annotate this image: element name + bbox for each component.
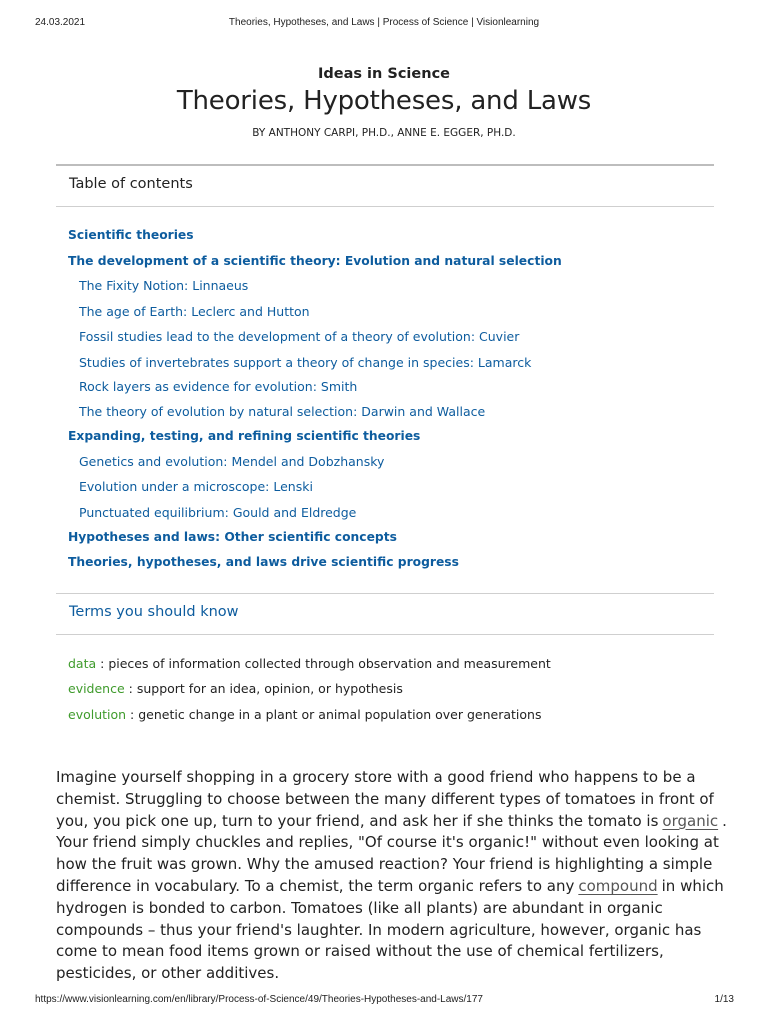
glossary-link-compound[interactable]: compound	[578, 876, 658, 895]
body-line	[56, 811, 727, 833]
body-line: how the fruit was grown. Why the amused reaction? Your friend is highlighting a simple	[56, 855, 713, 874]
print-header	[0, 17, 768, 31]
page-number: 1/13	[714, 994, 734, 1005]
print-url: https://www.visionlearning.com/en/library/Process-of-Science/49/Theories-Hypotheses-and-Laws/177	[35, 994, 483, 1005]
term-definition: : pieces of information collected through observation and measurement	[96, 656, 551, 671]
term-definition: : genetic change in a plant or animal population over generations	[126, 707, 542, 722]
body-text-segment: in which	[661, 876, 724, 895]
toc-item-fixity-notion[interactable]: The Fixity Notion: Linnaeus	[79, 278, 249, 293]
body-line: chemist. Struggling to choose between the many different types of tomatoes in front of	[56, 789, 714, 808]
print-footer	[0, 994, 768, 1008]
article-kicker: Ideas in Science	[317, 66, 450, 82]
terms-heading-divider	[56, 634, 714, 635]
terms-heading: Terms you should know	[69, 604, 239, 620]
toc-heading: Table of contents	[69, 176, 193, 192]
toc-item-scientific-theories[interactable]: Scientific theories	[68, 228, 194, 242]
body-line: hydrogen is bonded to carbon. Tomatoes (like all plants) are abundant in organic	[56, 898, 663, 917]
body-line: Your friend simply chuckles and replies, "Of course it's organic!" without even looking at	[56, 833, 719, 852]
body-line: Imagine yourself shopping in a grocery store with a good friend who happens to be a	[56, 768, 696, 786]
glossary-link-organic[interactable]: organic	[662, 811, 719, 830]
toc-item-punctuated-equilibrium[interactable]: Punctuated equilibrium: Gould and Eldredge	[79, 505, 357, 520]
page-title: Theories, Hypotheses, and Laws	[176, 86, 592, 116]
body-text-segment: .	[722, 811, 727, 830]
terms-top-divider	[56, 593, 714, 594]
body-line: pesticides, or other additives.	[56, 964, 280, 983]
term-evidence[interactable]: evidence	[68, 681, 125, 696]
body-line: come to mean food items grown or raised without the use of chemical fertilizers,	[56, 942, 664, 961]
toc-item-hypotheses-laws[interactable]: Hypotheses and laws: Other scientific concepts	[68, 530, 397, 544]
toc-item-age-of-earth[interactable]: The age of Earth: Leclerc and Hutton	[79, 304, 310, 319]
toc-item-genetics-evolution[interactable]: Genetics and evolution: Mendel and Dobzhansky	[79, 454, 385, 469]
toc-item-natural-selection[interactable]: The theory of evolution by natural selection: Darwin and Wallace	[79, 404, 486, 419]
toc-top-divider	[56, 164, 714, 166]
term-evolution[interactable]: evolution	[68, 707, 127, 722]
print-date: 24.03.2021	[35, 17, 86, 28]
print-document-title: Theories, Hypotheses, and Laws | Process of Science | Visionlearning	[228, 17, 540, 28]
body-line: compounds – thus your friend's laughter. In modern agriculture, however, organic has	[56, 920, 702, 939]
body-text-segment: difference in vocabulary. To a chemist, the term organic refers to any	[56, 876, 575, 895]
article-byline: BY ANTHONY CARPI, PH.D., ANNE E. EGGER, PH.D.	[252, 127, 516, 139]
toc-heading-divider	[56, 206, 714, 207]
term-data[interactable]: data	[68, 656, 97, 671]
toc-item-expanding-theories[interactable]: Expanding, testing, and refining scientific theories	[68, 429, 421, 443]
body-text-segment: you, you pick one up, turn to your friend, and ask her if she thinks the tomato is	[56, 811, 659, 830]
toc-item-microscope-lenski[interactable]: Evolution under a microscope: Lenski	[79, 479, 313, 494]
term-entry	[68, 707, 541, 722]
term-entry	[68, 656, 551, 671]
term-entry	[68, 681, 403, 696]
toc-item-rock-layers[interactable]: Rock layers as evidence for evolution: Smith	[79, 379, 358, 394]
body-line	[56, 876, 724, 898]
article-body-paragraph	[56, 767, 727, 985]
term-definition: : support for an idea, opinion, or hypothesis	[124, 681, 403, 696]
toc-item-development-of-theory[interactable]: The development of a scientific theory: Evolution and natural selection	[68, 254, 562, 268]
toc-item-invertebrates[interactable]: Studies of invertebrates support a theory of change in species: Lamarck	[79, 355, 532, 370]
toc-item-scientific-progress[interactable]: Theories, hypotheses, and laws drive scientific progress	[68, 555, 459, 569]
toc-item-fossil-studies[interactable]: Fossil studies lead to the development of a theory of evolution: Cuvier	[79, 329, 520, 344]
